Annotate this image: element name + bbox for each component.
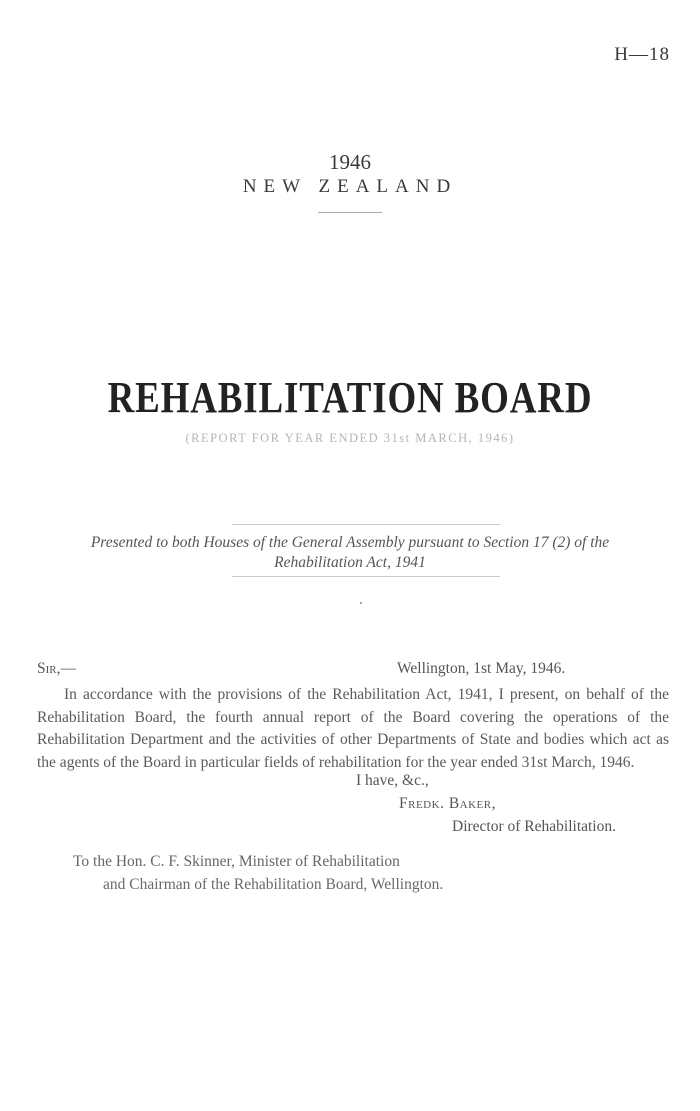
presented-divider-top	[232, 524, 500, 525]
signer-title: Director of Rehabilitation.	[452, 818, 616, 835]
letter-place-date: Wellington, 1st May, 1946.	[397, 660, 566, 677]
addressee-line-2: and Chairman of the Rehabilitation Board, Wellington.	[103, 876, 444, 893]
presented-divider-bottom	[232, 576, 500, 577]
letter-salutation: Sir,—	[37, 660, 76, 677]
signer-name: Fredk. Baker,	[399, 795, 496, 812]
country-name: NEW ZEALAND	[242, 176, 458, 197]
report-subtitle: (REPORT FOR YEAR ENDED 31st MARCH, 1946)	[185, 431, 515, 445]
addressee-line-1: To the Hon. C. F. Skinner, Minister of Rehabilitation	[73, 853, 400, 870]
title-divider	[318, 212, 382, 213]
letter-body	[37, 684, 669, 774]
ornament-dot	[360, 602, 362, 604]
report-year: 1946	[329, 150, 371, 174]
presented-line-2: Rehabilitation Act, 1941	[274, 554, 426, 571]
presented-notice	[0, 533, 700, 573]
presented-line-1: Presented to both Houses of the General Assembly pursuant to Section 17 (2) of the	[90, 534, 610, 551]
letter-paragraph: In accordance with the provisions of the Rehabilitation Act, 1941, I present, on behalf of the Rehabilitation Board, the fourth annual report of the Board covering the operations of the Rehabilitation Department and the activities of other Departments of State and bodies which act as the agents of the Board in particular fields of rehabilitation for the year ended 31st March, 1946.	[37, 686, 669, 771]
report-title: REHABILITATION BOARD	[107, 373, 593, 422]
letter-closing: I have, &c.,	[356, 772, 429, 789]
document-code: H—18	[614, 44, 670, 65]
